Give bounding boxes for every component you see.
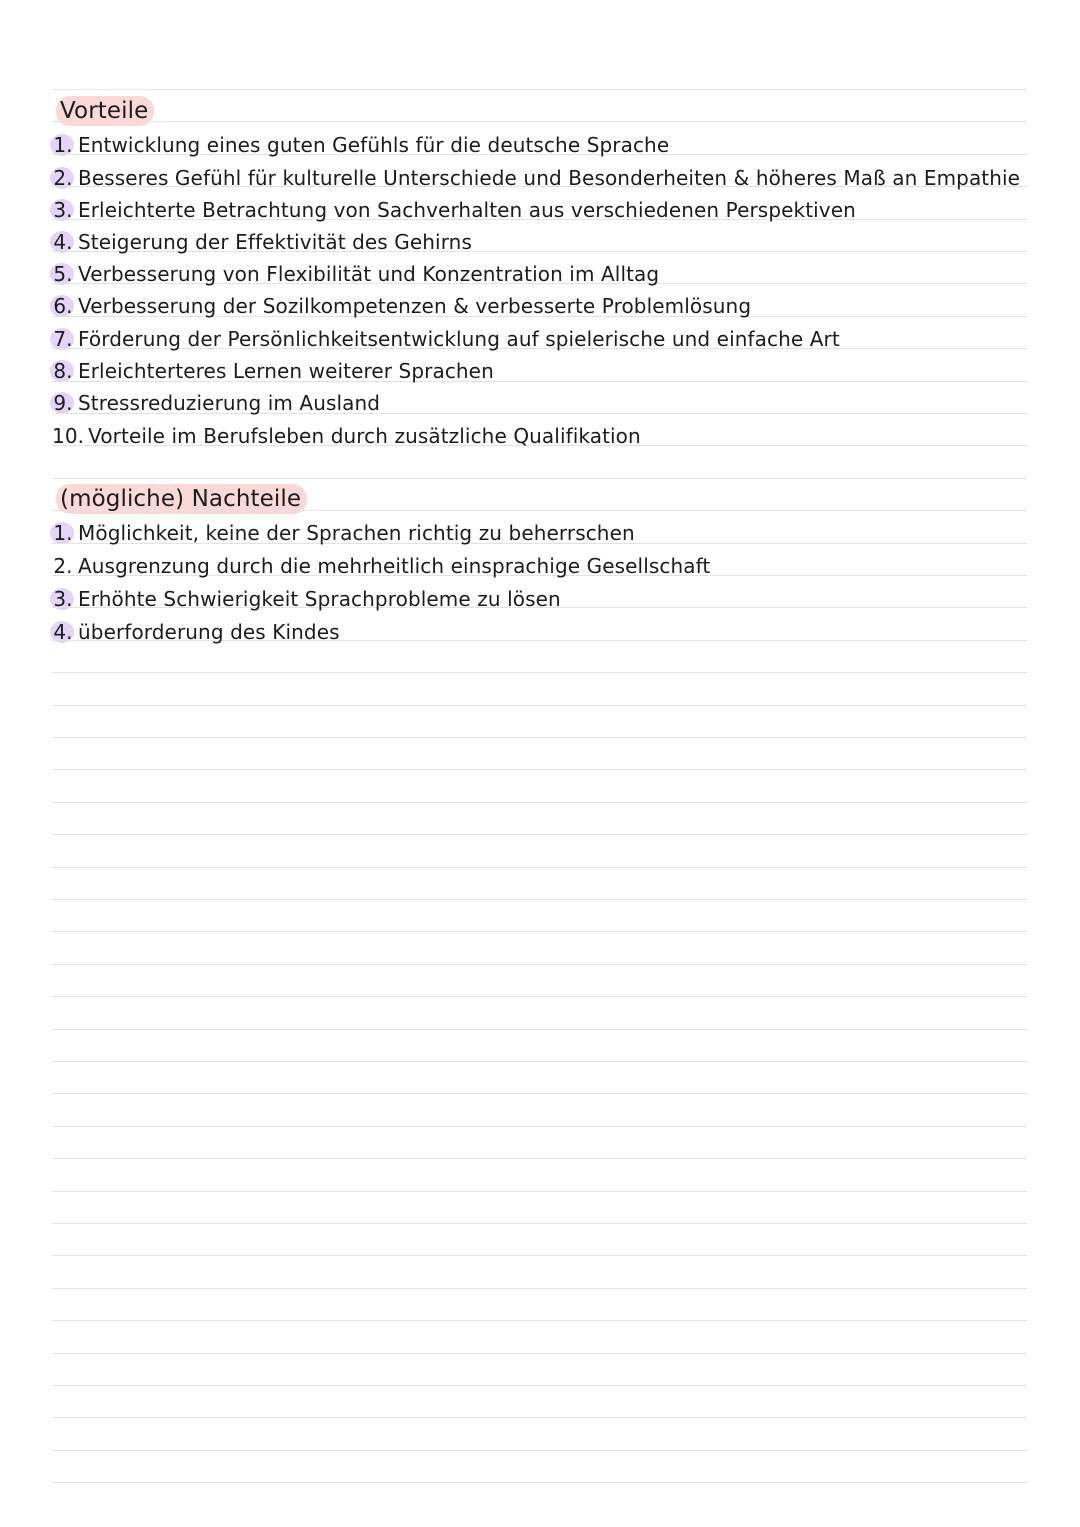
item-text: überforderung des Kindes <box>78 620 340 644</box>
ruled-line <box>52 89 1027 90</box>
item-text: Vorteile im Berufsleben durch zusätzliche Qualifikation <box>88 424 641 448</box>
ruled-line <box>52 1223 1027 1224</box>
ruled-line <box>52 899 1027 900</box>
ruled-line <box>52 802 1027 803</box>
list-item <box>52 519 635 547</box>
item-text: Steigerung der Effektivität des Gehirns <box>78 230 472 254</box>
list-item <box>52 292 751 320</box>
ruled-line <box>52 931 1027 932</box>
item-text: Ausgrenzung durch die mehrheitlich einsprachige Gesellschaft <box>78 554 711 578</box>
ruled-line <box>52 737 1027 738</box>
list-item <box>52 196 856 224</box>
ruled-line <box>52 1385 1027 1386</box>
item-text: Förderung der Persönlichkeitsentwicklung auf spielerische und einfache Art <box>78 327 840 351</box>
list-item <box>52 357 494 385</box>
ruled-line <box>52 1288 1027 1289</box>
ruled-line <box>52 1158 1027 1159</box>
ruled-line <box>52 1029 1027 1030</box>
ruled-line <box>52 1353 1027 1354</box>
item-text: Verbesserung von Flexibilität und Konzentration im Alltag <box>78 262 660 286</box>
item-number: 4. <box>53 230 73 254</box>
list-item <box>52 618 340 646</box>
item-text: Möglichkeit, keine der Sprachen richtig zu beherrschen <box>78 521 635 545</box>
item-number: 4. <box>53 620 73 644</box>
item-number: 3. <box>53 587 73 611</box>
ruled-line <box>52 705 1027 706</box>
list-item <box>52 585 561 613</box>
list-item <box>52 228 472 256</box>
list-item <box>52 325 840 353</box>
item-number: 5. <box>53 262 73 286</box>
list-item <box>52 164 1020 192</box>
vorteile-heading <box>56 96 154 126</box>
list-item <box>52 552 710 580</box>
nachteile-heading-highlight: (mögliche) Nachteile <box>56 484 307 514</box>
ruled-line <box>52 1450 1027 1451</box>
item-number: 10. <box>52 424 85 448</box>
ruled-line <box>52 1482 1027 1483</box>
item-text: Erleichterte Betrachtung von Sachverhalten aus verschiedenen Perspektiven <box>78 198 856 222</box>
ruled-line <box>52 1126 1027 1127</box>
item-number: 1. <box>53 133 73 157</box>
ruled-line <box>52 867 1027 868</box>
item-text: Erhöhte Schwierigkeit Sprachprobleme zu lösen <box>78 587 561 611</box>
item-number: 3. <box>53 198 73 222</box>
item-text: Verbesserung der Sozilkompetenzen & verbesserte Problemlösung <box>78 294 752 318</box>
item-text: Besseres Gefühl für kulturelle Unterschiede und Besonderheiten & höheres Maß an Empathie <box>78 166 1021 190</box>
ruled-line <box>52 1255 1027 1256</box>
nachteile-heading <box>56 484 307 514</box>
item-number: 9. <box>53 391 73 415</box>
ruled-line <box>52 1191 1027 1192</box>
ruled-line <box>52 672 1027 673</box>
ruled-line <box>52 769 1027 770</box>
ruled-line <box>52 996 1027 997</box>
ruled-line <box>52 1061 1027 1062</box>
ruled-line <box>52 1093 1027 1094</box>
item-text: Stressreduzierung im Ausland <box>78 391 381 415</box>
list-item <box>52 131 669 159</box>
ruled-line <box>52 478 1027 479</box>
list-item <box>52 260 659 288</box>
item-number: 8. <box>53 359 73 383</box>
item-number: 1. <box>53 521 73 545</box>
list-item <box>52 422 641 450</box>
ruled-line <box>52 121 1027 122</box>
item-number: 2. <box>53 166 73 190</box>
item-number: 2. <box>53 554 73 578</box>
ruled-line <box>52 964 1027 965</box>
ruled-line <box>52 1417 1027 1418</box>
ruled-line <box>52 834 1027 835</box>
item-number: 7. <box>53 327 73 351</box>
item-text: Erleichterteres Lernen weiterer Sprachen <box>78 359 494 383</box>
list-item <box>52 389 380 417</box>
ruled-line <box>52 1320 1027 1321</box>
vorteile-heading-highlight: Vorteile <box>56 96 154 126</box>
item-text: Entwicklung eines guten Gefühls für die deutsche Sprache <box>78 133 670 157</box>
item-number: 6. <box>53 294 73 318</box>
